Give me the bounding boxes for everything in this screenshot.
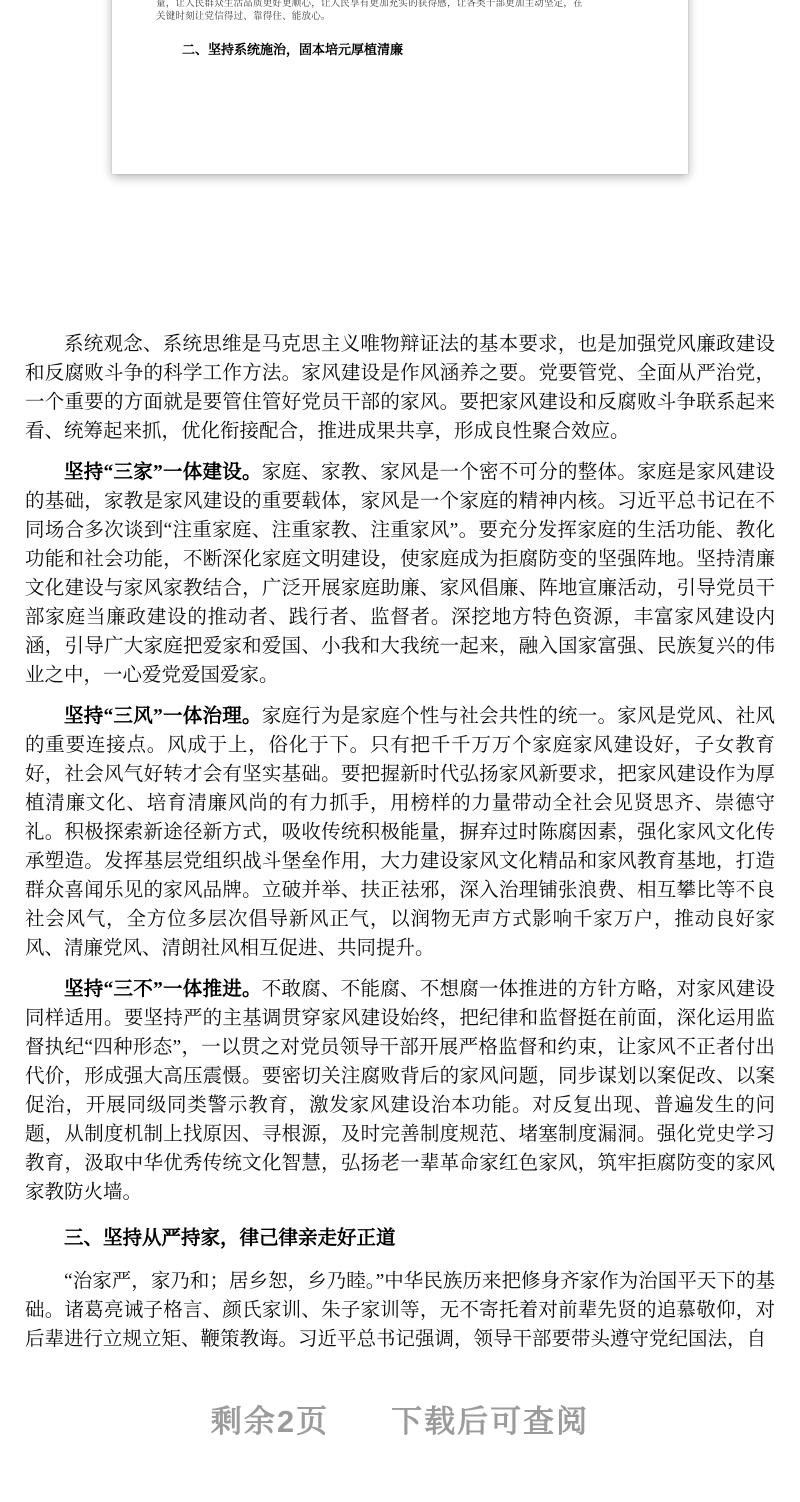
paragraph-text: 不敢腐、不能腐、不想腐一体推进的方针方略，对家风建设同样适用。要坚持严的主基调贯穿家风建设始终，把纪律和监督挺在前面，深化运用监督执纪“四种形态”，一以贯之对党员领导干部开展严格监督和约束，让家风不正者付出代价，形成强大高压震慑。要密切关注腐败背后的家风问题，同步谋划以案促改、以案促治，开展同级同类警示教育，激发家风建设治本功能。对反复出现、普遍发生的问题，从制度机制上找原因、寻根源，及时完善制度规范、堵塞制度漏洞。强化党史学习教育，汲取中华优秀传统文化智慧，弘扬老一辈革命家红色家风，筑牢拒腐防变的家风家教防火墙。 xyxy=(25,979,775,1203)
paragraph-three-winds xyxy=(25,702,775,963)
paragraph-three-nos xyxy=(25,975,775,1207)
paragraph-text: 系统观念、系统思维是马克思主义唯物辩证法的基本要求，也是加强党风廉政建设和反腐败斗争的科学工作方法。家风建设是作风涵养之要。党要管党、全面从严治党，一个重要的方面就是要管住管好党员干部的家风。要把家风建设和反腐败斗争联系起来看、统筹起来抓，优化衔接配合，推进成果共享，形成良性聚合效应。 xyxy=(25,334,775,442)
fragment-text-line-1: 量，让人民群众生活品质更好更顺心，让人民享有更加充实的获得感，让各类干部更加主动坚定，在 xyxy=(156,0,583,9)
paragraph-intro xyxy=(25,330,775,446)
previous-page-fragment xyxy=(112,0,688,174)
remaining-pages-label: 剩余2页 xyxy=(210,1404,330,1439)
paragraph-lead: 坚持“三家”一体建设。 xyxy=(64,462,262,483)
paragraph-closing: “治家严，家乃和；居乡恕，乡乃睦。”中华民族历来把修身齐家作为治国平天下的基础。诸葛亮诫子格言、颜氏家训、朱子家训等，无不寄托着对前辈先贤的追慕敬仰，对后辈进行立规立矩、鞭策教诲。习近平总书记强调，领导干部要带头遵守党纪国法，自 xyxy=(25,1271,775,1350)
section-heading-three: 三、坚持从严持家，律己律亲走好正道 xyxy=(64,1228,396,1249)
fragment-text-line-2: 关键时刻让党信得过、靠得住、能放心。 xyxy=(156,12,331,22)
paragraph-three-families xyxy=(25,458,775,690)
paragraph-lead: 坚持“三风”一体治理。 xyxy=(64,706,262,727)
paragraph-lead: 坚持“三不”一体推进。 xyxy=(64,979,262,1000)
paragraph-text: 家庭行为是家庭个性与社会共性的统一。家风是党风、社风的重要连接点。风成于上，俗化于下。只有把千千万万个家庭家风建设好，子女教育好，社会风气好转才会有坚实基础。要把握新时代弘扬家风新要求，把家风建设作为厚植清廉文化、培育清廉风尚的有力抓手，用榜样的力量带动全社会见贤思齐、崇德守礼。积极探索新途径新方式，吸收传统积极能量，摒弃过时陈腐因素，强化家风文化传承塑造。发挥基层党组织战斗堡垒作用，大力建设家风文化精品和家风教育基地，打造群众喜闻乐见的家风品牌。立破并举、扶正祛邪，深入治理铺张浪费、相互攀比等不良社会风气，全方位多层次倡导新风正气，以润物无声方式影响千家万户，推动良好家风、清廉党风、清朗社风相互促进、共同提升。 xyxy=(25,706,775,959)
preview-footer xyxy=(0,1396,800,1441)
paragraph-text: 家庭、家教、家风是一个密不可分的整体。家庭是家风建设的基础，家教是家风建设的重要载体，家风是一个家庭的精神内核。习近平总书记在不同场合多次谈到“注重家庭、注重家教、注重家风”。要充分发挥家庭的生活功能、教化功能和社会功能，不断深化家庭文明建设，使家庭成为拒腐防变的坚强阵地。坚持清廉文化建设与家风家教结合，广泛开展家庭助廉、家风倡廉、阵地宣廉活动，引导党员干部家庭当廉政建设的推动者、践行者、监督者。深挖地方特色资源，丰富家风建设内涵，引导广大家庭把爱家和爱国、小我和大我统一起来，融入国家富强、民族复兴的伟业之中，一心爱党爱国爱家。 xyxy=(25,462,775,686)
current-page xyxy=(25,330,775,1366)
fragment-section-heading: 二、坚持系统施治，固本培元厚植清廉 xyxy=(182,42,404,57)
download-hint-label: 下载后可查阅 xyxy=(391,1404,590,1439)
